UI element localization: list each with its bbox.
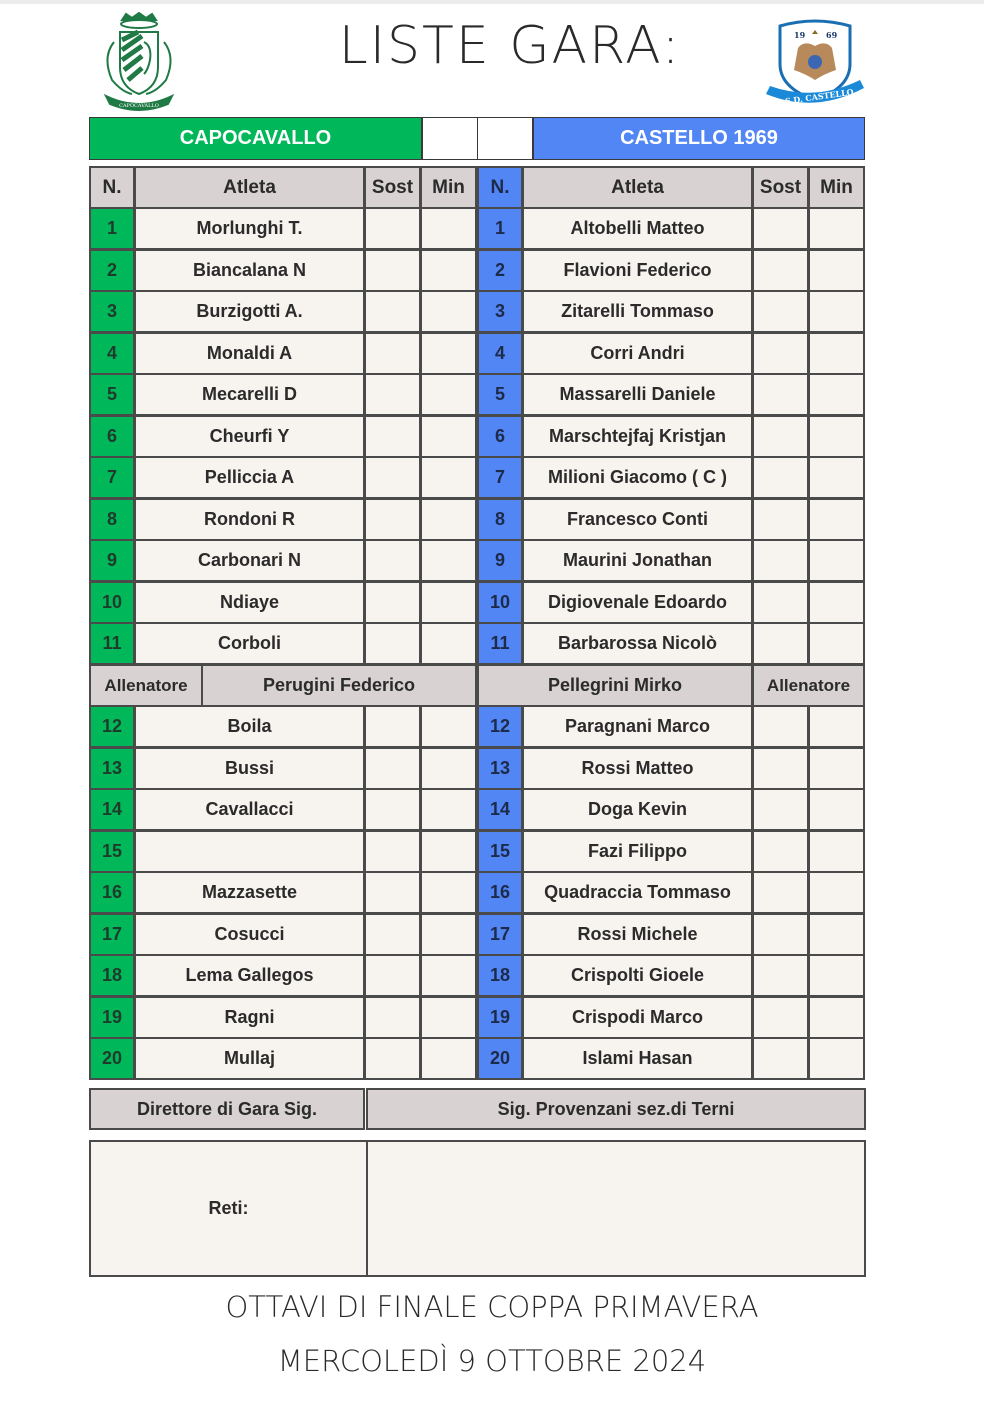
away-player-sub-field[interactable]	[752, 539, 809, 582]
home-sub-min-field[interactable]	[420, 788, 477, 831]
home-player-number: 3	[89, 290, 135, 333]
home-coach-name: Perugini Federico	[201, 664, 477, 707]
home-player-min-field[interactable]	[420, 249, 477, 292]
away-player-min-field[interactable]	[808, 207, 865, 250]
referee-label: Direttore di Gara Sig.	[89, 1088, 365, 1130]
away-sub-number: 15	[477, 830, 523, 873]
away-player-name: Massarelli Daniele	[522, 373, 753, 416]
home-player-number: 7	[89, 456, 135, 499]
away-col-min-header: Min	[808, 166, 865, 209]
home-player-number: 6	[89, 415, 135, 458]
home-sub-sub-field[interactable]	[364, 996, 421, 1039]
home-sub-min-field[interactable]	[420, 996, 477, 1039]
home-player-min-field[interactable]	[420, 581, 477, 624]
home-player-name: Carbonari N	[134, 539, 365, 582]
home-sub-min-field[interactable]	[420, 1037, 477, 1080]
away-sub-sub-field[interactable]	[752, 788, 809, 831]
home-player-name: Pelliccia A	[134, 456, 365, 499]
away-sub-name: Rossi Matteo	[522, 747, 753, 790]
away-player-sub-field[interactable]	[752, 249, 809, 292]
home-player-sub-field[interactable]	[364, 622, 421, 665]
away-player-number: 8	[477, 498, 523, 541]
home-sub-sub-field[interactable]	[364, 954, 421, 997]
home-col-athlete-header: Atleta	[134, 166, 365, 209]
home-sub-number: 18	[89, 954, 135, 997]
goals-box	[89, 1140, 866, 1277]
home-player-name: Ndiaye	[134, 581, 365, 624]
away-sub-number: 16	[477, 871, 523, 914]
away-sub-name: Quadraccia Tommaso	[522, 871, 753, 914]
away-player-number: 3	[477, 290, 523, 333]
away-sub-min-field[interactable]	[808, 830, 865, 873]
home-player-sub-field[interactable]	[364, 539, 421, 582]
home-player-name: Corboli	[134, 622, 365, 665]
home-player-number: 8	[89, 498, 135, 541]
home-player-number: 9	[89, 539, 135, 582]
away-player-name: Zitarelli Tommaso	[522, 290, 753, 333]
away-player-min-field[interactable]	[808, 415, 865, 458]
home-player-sub-field[interactable]	[364, 456, 421, 499]
home-sub-number: 14	[89, 788, 135, 831]
home-sub-sub-field[interactable]	[364, 1037, 421, 1080]
home-player-name: Burzigotti A.	[134, 290, 365, 333]
match-date: MERCOLEDÌ 9 OTTOBRE 2024	[277, 1344, 707, 1378]
away-player-sub-field[interactable]	[752, 456, 809, 499]
home-player-name: Monaldi A	[134, 332, 365, 375]
away-col-athlete-header: Atleta	[522, 166, 753, 209]
away-player-sub-field[interactable]	[752, 415, 809, 458]
home-sub-name: Cavallacci	[134, 788, 365, 831]
away-sub-sub-field[interactable]	[752, 871, 809, 914]
away-sub-name: Doga Kevin	[522, 788, 753, 831]
home-player-sub-field[interactable]	[364, 498, 421, 541]
away-player-min-field[interactable]	[808, 456, 865, 499]
goals-value[interactable]	[366, 1140, 866, 1277]
home-player-min-field[interactable]	[420, 207, 477, 250]
goals-label: Reti:	[89, 1140, 368, 1277]
home-sub-number: 20	[89, 1037, 135, 1080]
home-player-number: 1	[89, 207, 135, 250]
home-col-min-header: Min	[420, 166, 477, 209]
away-player-name: Milioni Giacomo ( C )	[522, 456, 753, 499]
home-sub-number: 19	[89, 996, 135, 1039]
away-player-name: Flavioni Federico	[522, 249, 753, 292]
away-player-name: Corri Andri	[522, 332, 753, 375]
home-player-sub-field[interactable]	[364, 415, 421, 458]
away-sub-number: 18	[477, 954, 523, 997]
home-player-name: Biancalana N	[134, 249, 365, 292]
teams-header	[89, 117, 865, 162]
home-score-box[interactable]	[422, 117, 478, 160]
home-sub-name: Bussi	[134, 747, 365, 790]
away-player-number: 5	[477, 373, 523, 416]
match-stage: OTTAVI DI FINALE COPPA PRIMAVERA	[225, 1290, 759, 1324]
home-sub-min-field[interactable]	[420, 913, 477, 956]
away-sub-min-field[interactable]	[808, 747, 865, 790]
away-player-min-field[interactable]	[808, 539, 865, 582]
away-col-number-header: N.	[477, 166, 523, 209]
home-player-min-field[interactable]	[420, 622, 477, 665]
referee-value: Sig. Provenzani sez.di Terni	[366, 1088, 866, 1130]
away-player-number: 2	[477, 249, 523, 292]
home-sub-name	[134, 830, 365, 873]
home-player-sub-field[interactable]	[364, 373, 421, 416]
away-team-name: CASTELLO 1969	[533, 117, 865, 160]
top-strip	[0, 0, 984, 4]
home-player-sub-field[interactable]	[364, 581, 421, 624]
away-sub-number: 17	[477, 913, 523, 956]
home-sub-number: 16	[89, 871, 135, 914]
away-sub-name: Islami Hasan	[522, 1037, 753, 1080]
away-player-name: Digiovenale Edoardo	[522, 581, 753, 624]
away-sub-min-field[interactable]	[808, 954, 865, 997]
away-player-min-field[interactable]	[808, 332, 865, 375]
home-sub-name: Mullaj	[134, 1037, 365, 1080]
home-sub-name: Lema Gallegos	[134, 954, 365, 997]
home-sub-name: Boila	[134, 705, 365, 748]
away-sub-min-field[interactable]	[808, 1037, 865, 1080]
home-player-min-field[interactable]	[420, 539, 477, 582]
home-sub-name: Mazzasette	[134, 871, 365, 914]
away-sub-name: Crispodi Marco	[522, 996, 753, 1039]
home-sub-min-field[interactable]	[420, 954, 477, 997]
home-player-number: 11	[89, 622, 135, 665]
away-sub-sub-field[interactable]	[752, 747, 809, 790]
home-sub-sub-field[interactable]	[364, 788, 421, 831]
away-player-min-field[interactable]	[808, 290, 865, 333]
home-sub-sub-field[interactable]	[364, 830, 421, 873]
home-player-name: Mecarelli D	[134, 373, 365, 416]
away-player-sub-field[interactable]	[752, 622, 809, 665]
home-sub-sub-field[interactable]	[364, 705, 421, 748]
referee-row	[89, 1088, 866, 1130]
home-sub-min-field[interactable]	[420, 830, 477, 873]
home-player-name: Morlunghi T.	[134, 207, 365, 250]
away-sub-number: 19	[477, 996, 523, 1039]
castello-crest-icon	[764, 18, 866, 110]
away-player-name: Altobelli Matteo	[522, 207, 753, 250]
away-sub-name: Rossi Michele	[522, 913, 753, 956]
away-player-min-field[interactable]	[808, 249, 865, 292]
home-sub-sub-field[interactable]	[364, 747, 421, 790]
away-sub-name: Paragnani Marco	[522, 705, 753, 748]
home-player-number: 4	[89, 332, 135, 375]
home-player-sub-field[interactable]	[364, 249, 421, 292]
away-sub-name: Crispolti Gioele	[522, 954, 753, 997]
home-coach-label: Allenatore	[89, 664, 203, 707]
home-sub-sub-field[interactable]	[364, 913, 421, 956]
away-sub-number: 13	[477, 747, 523, 790]
home-player-min-field[interactable]	[420, 373, 477, 416]
home-player-min-field[interactable]	[420, 456, 477, 499]
home-sub-name: Ragni	[134, 996, 365, 1039]
away-sub-min-field[interactable]	[808, 996, 865, 1039]
away-sub-number: 20	[477, 1037, 523, 1080]
away-sub-min-field[interactable]	[808, 913, 865, 956]
home-player-min-field[interactable]	[420, 290, 477, 333]
away-sub-sub-field[interactable]	[752, 913, 809, 956]
home-player-name: Cheurfi Y	[134, 415, 365, 458]
home-player-number: 10	[89, 581, 135, 624]
home-sub-number: 13	[89, 747, 135, 790]
away-player-sub-field[interactable]	[752, 290, 809, 333]
away-logo-year-left: 19	[794, 30, 806, 40]
home-player-number: 5	[89, 373, 135, 416]
home-player-name: Rondoni R	[134, 498, 365, 541]
home-player-sub-field[interactable]	[364, 207, 421, 250]
away-logo-year-right: 69	[826, 30, 838, 40]
away-player-sub-field[interactable]	[752, 498, 809, 541]
home-sub-number: 12	[89, 705, 135, 748]
home-sub-number: 17	[89, 913, 135, 956]
away-sub-sub-field[interactable]	[752, 1037, 809, 1080]
away-sub-sub-field[interactable]	[752, 705, 809, 748]
away-player-min-field[interactable]	[808, 581, 865, 624]
away-player-number: 9	[477, 539, 523, 582]
home-player-sub-field[interactable]	[364, 290, 421, 333]
home-player-min-field[interactable]	[420, 415, 477, 458]
away-player-sub-field[interactable]	[752, 207, 809, 250]
away-player-min-field[interactable]	[808, 622, 865, 665]
home-logo-text: CAPOCAVALLO	[119, 103, 159, 109]
away-sub-min-field[interactable]	[808, 871, 865, 914]
home-sub-sub-field[interactable]	[364, 871, 421, 914]
away-player-sub-field[interactable]	[752, 332, 809, 375]
away-player-number: 10	[477, 581, 523, 624]
away-sub-sub-field[interactable]	[752, 996, 809, 1039]
away-sub-name: Fazi Filippo	[522, 830, 753, 873]
home-sub-min-field[interactable]	[420, 747, 477, 790]
home-col-number-header: N.	[89, 166, 135, 209]
away-score-box[interactable]	[477, 117, 533, 160]
away-sub-sub-field[interactable]	[752, 954, 809, 997]
away-player-sub-field[interactable]	[752, 373, 809, 416]
away-player-name: Marschtejfaj Kristjan	[522, 415, 753, 458]
home-col-sub-header: Sost	[364, 166, 421, 209]
home-player-min-field[interactable]	[420, 332, 477, 375]
home-player-number: 2	[89, 249, 135, 292]
home-sub-min-field[interactable]	[420, 871, 477, 914]
away-player-name: Barbarossa Nicolò	[522, 622, 753, 665]
home-sub-number: 15	[89, 830, 135, 873]
away-sub-min-field[interactable]	[808, 788, 865, 831]
home-sub-min-field[interactable]	[420, 705, 477, 748]
away-player-number: 1	[477, 207, 523, 250]
home-player-sub-field[interactable]	[364, 332, 421, 375]
away-player-name: Francesco Conti	[522, 498, 753, 541]
home-sub-name: Cosucci	[134, 913, 365, 956]
away-sub-sub-field[interactable]	[752, 830, 809, 873]
away-sub-number: 12	[477, 705, 523, 748]
home-team-name: CAPOCAVALLO	[89, 117, 422, 160]
away-coach-name: Pellegrini Mirko	[477, 664, 753, 707]
away-player-min-field[interactable]	[808, 498, 865, 541]
away-player-number: 6	[477, 415, 523, 458]
home-player-min-field[interactable]	[420, 498, 477, 541]
away-player-name: Maurini Jonathan	[522, 539, 753, 582]
away-logo-text: A.S.D. CASTELLO	[775, 86, 855, 108]
away-player-min-field[interactable]	[808, 373, 865, 416]
away-player-number: 11	[477, 622, 523, 665]
away-coach-label: Allenatore	[752, 664, 865, 707]
page-title: LISTE GARA:	[338, 16, 682, 76]
away-sub-number: 14	[477, 788, 523, 831]
away-col-sub-header: Sost	[752, 166, 809, 209]
away-player-number: 4	[477, 332, 523, 375]
away-player-sub-field[interactable]	[752, 581, 809, 624]
away-sub-min-field[interactable]	[808, 705, 865, 748]
capocavallo-crest-icon	[92, 12, 186, 112]
away-player-number: 7	[477, 456, 523, 499]
